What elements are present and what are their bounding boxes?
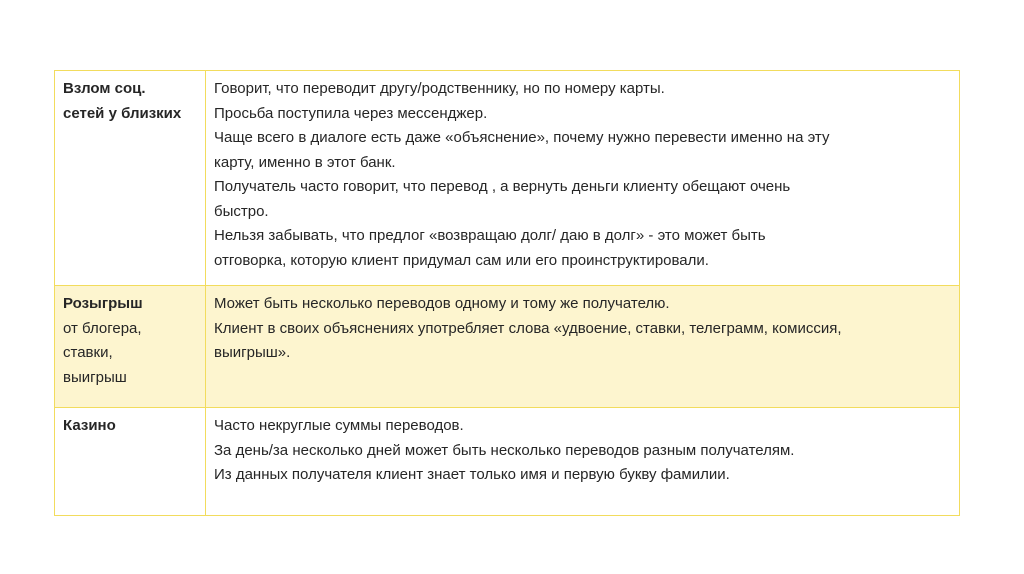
fraud-indicators-table xyxy=(54,70,960,516)
category-label: Розыгрыш xyxy=(63,295,143,312)
description-line: выигрыш». xyxy=(214,344,291,361)
description-line: Нельзя забывать, что предлог «возвращаю долг/ даю в долг» - это может быть xyxy=(214,227,766,244)
table-row-giveaway xyxy=(55,286,960,408)
category-cell xyxy=(55,71,206,286)
category-cell xyxy=(55,408,206,516)
description-line: Может быть несколько переводов одному и тому же получателю. xyxy=(214,295,670,312)
description-cell xyxy=(206,286,960,408)
description-cell xyxy=(206,408,960,516)
description-line: Часто некруглые суммы переводов. xyxy=(214,417,464,434)
category-sublabel: ставки, xyxy=(63,344,113,361)
category-label: Казино xyxy=(63,417,116,434)
description-line: Чаще всего в диалоге есть даже «объяснение», почему нужно перевести именно на эту xyxy=(214,129,830,146)
description-line: Просьба поступила через мессенджер. xyxy=(214,104,488,122)
description-line: карту, именно в этот банк. xyxy=(214,153,396,171)
table-row-social-hack xyxy=(55,71,960,286)
category-sublabel: выигрыш xyxy=(63,368,127,386)
category-sublabel: от блогера, xyxy=(63,319,142,337)
description-line: отговорка, которую клиент придумал сам или его проинструктировали. xyxy=(214,251,709,269)
description-line: За день/за несколько дней может быть несколько переводов разным получателям. xyxy=(214,441,795,459)
category-cell xyxy=(55,286,206,408)
description-line: Говорит, что переводит другу/родственнику, но по номеру карты. xyxy=(214,80,665,97)
table-row-casino xyxy=(55,408,960,516)
description-line: Из данных получателя клиент знает только имя и первую букву фамилии. xyxy=(214,466,730,483)
description-line: Клиент в своих объяснениях употребляет слова «удвоение, ставки, телеграмм, комиссия, xyxy=(214,319,842,337)
description-cell xyxy=(206,71,960,286)
description-line: быстро. xyxy=(214,202,269,220)
category-label: Взлом соц. xyxy=(63,80,146,97)
description-line: Получатель часто говорит, что перевод , а вернуть деньги клиенту обещают очень xyxy=(214,178,791,195)
category-label: сетей у близких xyxy=(63,104,182,122)
